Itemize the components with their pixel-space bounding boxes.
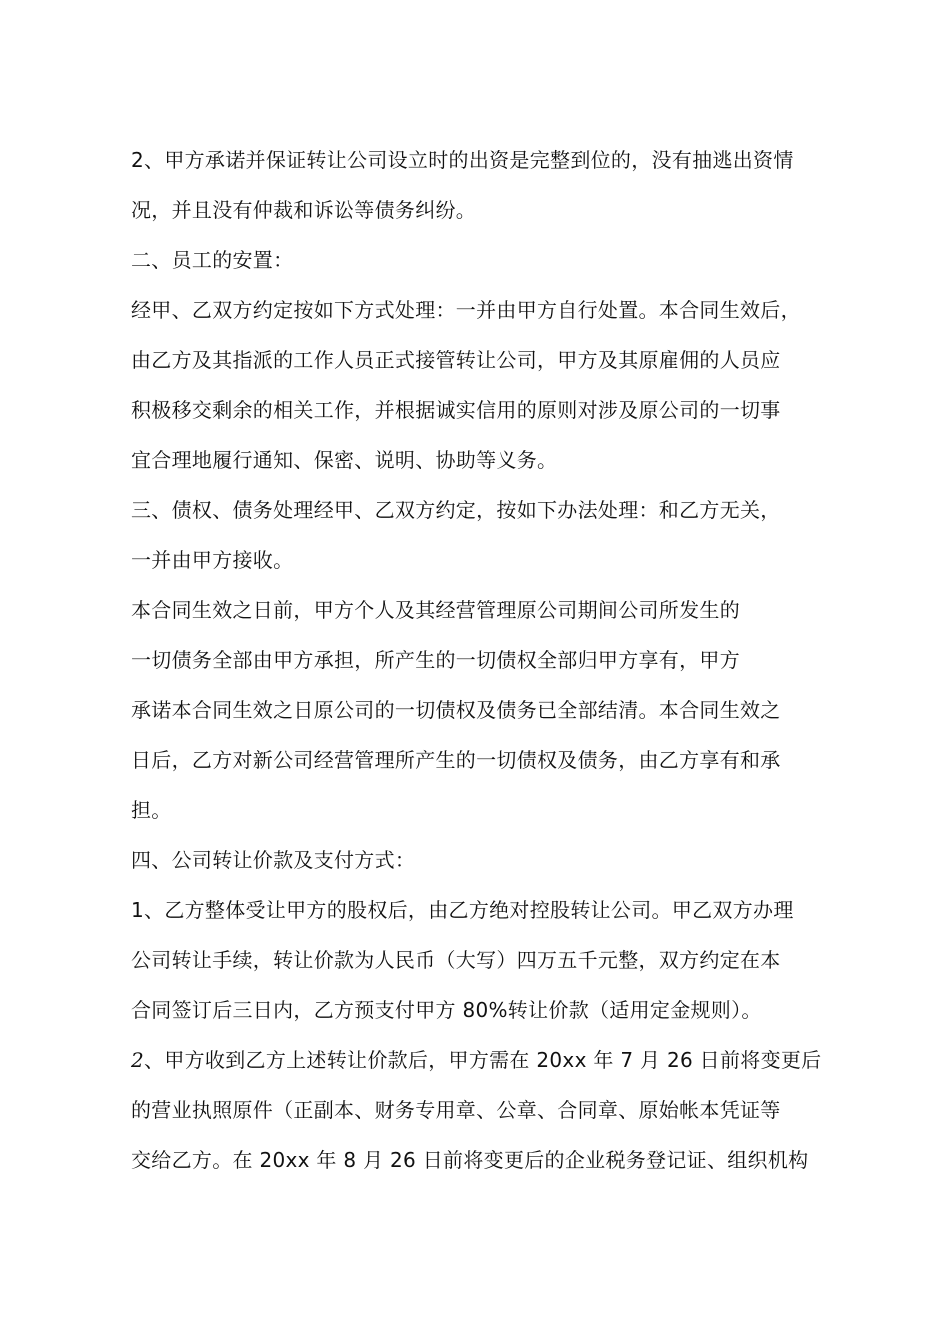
paragraph-line: 1、乙方整体受让甲方的股权后，由乙方绝对控股转让公司。甲乙双方办理 [131, 898, 794, 922]
paragraph-line: 承诺本合同生效之日原公司的一切债权及债务已全部结清。本合同生效之 [131, 698, 781, 722]
paragraph-line: 合同签订后三日内，乙方预支付甲方 80%转让价款（适用定金规则）。 [131, 998, 762, 1022]
section-heading: 三、债权、债务处理经甲、乙双方约定，按如下办法处理：和乙方无关， [131, 498, 781, 522]
paragraph-line: 经甲、乙双方约定按如下方式处理：一并由甲方自行处置。本合同生效后， [131, 298, 801, 322]
paragraph-line: 本合同生效之日前，甲方个人及其经营管理原公司期间公司所发生的 [131, 598, 740, 622]
paragraph-line: 一切债务全部由甲方承担，所产生的一切债权全部归甲方享有，甲方 [131, 648, 740, 672]
paragraph-line: 担。 [131, 798, 172, 822]
paragraph-line: 日后，乙方对新公司经营管理所产生的一切债权及债务，由乙方享有和承 [131, 748, 781, 772]
paragraph-line: 2、甲方承诺并保证转让公司设立时的出资是完整到位的，没有抽逃出资情 [131, 148, 794, 172]
paragraph-text: 、甲方收到乙方上述转让价款后，甲方需在 20xx 年 7 月 26 日前将变更后 [144, 1048, 822, 1072]
paragraph-line: 况，并且没有仲裁和诉讼等债务纠纷。 [131, 198, 477, 222]
paragraph-line: 交给乙方。在 20xx 年 8 月 26 日前将变更后的企业税务登记证、组织机构 [131, 1148, 809, 1172]
paragraph-line: 一并由甲方接收。 [131, 548, 294, 572]
paragraph-line: 公司转让手续，转让价款为人民币（大写）四万五千元整，双方约定在本 [131, 948, 781, 972]
paragraph-line: 的营业执照原件（正副本、财务专用章、公章、合同章、原始帐本凭证等 [131, 1098, 781, 1122]
paragraph-line: 积极移交剩余的相关工作，并根据诚实信用的原则对涉及原公司的一切事 [131, 398, 781, 422]
section-heading: 二、员工的安置： [131, 248, 294, 272]
item-number: 2 [131, 1048, 145, 1072]
paragraph-line: 由乙方及其指派的工作人员正式接管转让公司，甲方及其原雇佣的人员应 [131, 348, 781, 372]
section-heading: 四、公司转让价款及支付方式： [131, 848, 416, 872]
paragraph-line [131, 1046, 821, 1074]
paragraph-line: 宜合理地履行通知、保密、说明、协助等义务。 [131, 448, 558, 472]
